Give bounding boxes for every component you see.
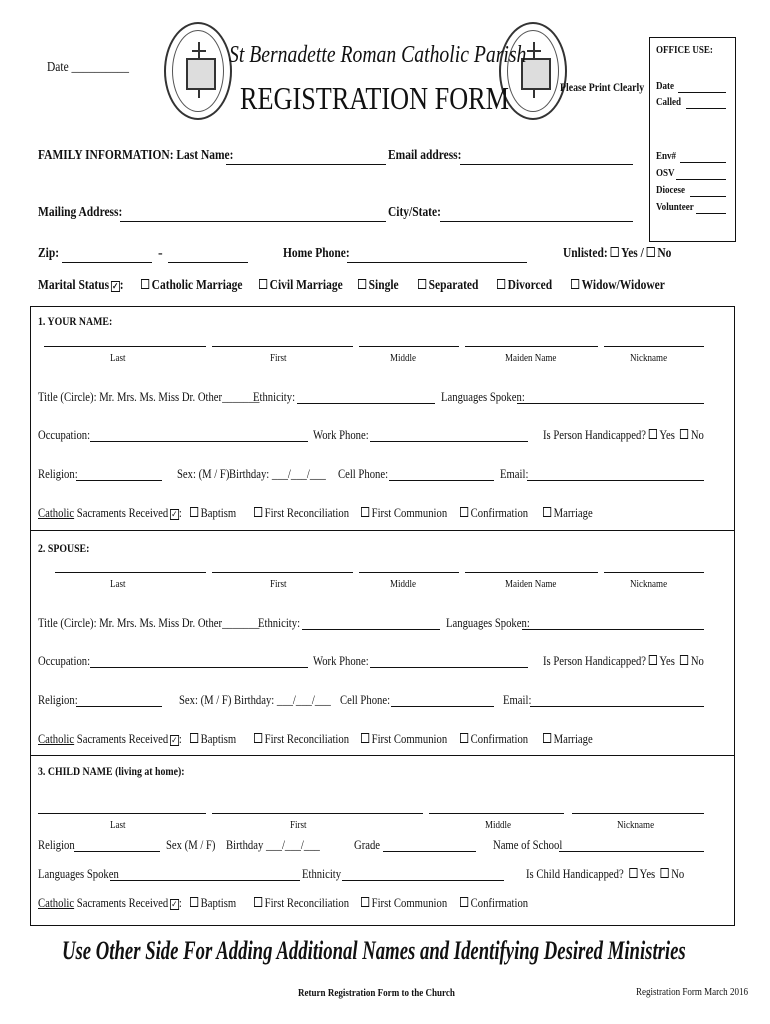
spouse-birthday-label: Birthday: ___/___/___ — [234, 692, 331, 707]
spouse-sac-marriage[interactable]: Marriage — [543, 731, 604, 747]
child-sac-baptism[interactable]: Baptism — [190, 895, 246, 911]
marital-widow-option[interactable]: Widow/Widower — [571, 278, 685, 294]
checkbox-icon[interactable] — [358, 279, 366, 289]
checkbox-icon[interactable] — [190, 507, 198, 517]
spouse-sac-communion[interactable]: First Communion — [361, 731, 466, 747]
mailing-address-label: Mailing Address: — [38, 205, 123, 220]
you-ethnicity-label: Ethnicity: — [253, 389, 296, 404]
spouse-occupation-label: Occupation: — [38, 653, 91, 668]
unlisted-yes-checkbox[interactable] — [611, 247, 619, 257]
you-sacraments-label: Catholic Sacraments Received ✓: — [38, 505, 182, 520]
spouse-languages-field[interactable] — [522, 629, 704, 630]
spouse-languages-label: Languages Spoken: — [446, 615, 530, 630]
child-first-caption: First — [290, 819, 307, 831]
child-nickname-caption: Nickname — [617, 819, 655, 831]
you-nickname-field[interactable] — [604, 346, 704, 347]
home-phone-label: Home Phone: — [283, 246, 350, 261]
marital-civil-option[interactable]: Civil Marriage — [259, 278, 361, 294]
section-spouse-title: 2. SPOUSE: — [38, 541, 90, 555]
form-title: REGISTRATION FORM — [240, 80, 509, 116]
you-work-phone-label: Work Phone: — [313, 427, 369, 442]
marital-catholic-option[interactable]: Catholic Marriage — [141, 278, 265, 294]
office-use-title: OFFICE USE: — [656, 44, 713, 56]
marital-status-label: Marital Status ✓: — [38, 278, 124, 293]
mailing-address-field[interactable] — [120, 221, 386, 222]
child-ethnicity-label: Ethnicity — [302, 866, 342, 881]
section-divider-1 — [30, 530, 735, 531]
child-middle-name-field[interactable] — [429, 813, 564, 814]
you-last-name-field[interactable] — [44, 346, 206, 347]
office-date-label: Date — [656, 80, 675, 92]
home-phone-field[interactable] — [347, 262, 527, 263]
spouse-maiden-caption: Maiden Name — [505, 578, 557, 590]
spouse-cell-phone-label: Cell Phone: — [340, 692, 391, 707]
you-sac-baptism[interactable]: Baptism — [190, 505, 246, 521]
you-religion-label: Religion: — [38, 466, 78, 481]
spouse-nickname-caption: Nickname — [630, 578, 668, 590]
spouse-first-name-field[interactable] — [212, 572, 353, 573]
spouse-work-phone-field[interactable] — [370, 667, 528, 668]
family-email-field[interactable] — [460, 164, 633, 165]
you-last-caption: Last — [110, 352, 126, 364]
spouse-last-name-field[interactable] — [55, 572, 206, 573]
check-icon: ✓ — [171, 735, 178, 745]
footer-banner: Use Other Side For Adding Additional Names and Identifying Desired Ministries — [62, 936, 686, 965]
checkbox-icon[interactable] — [259, 279, 267, 289]
checkbox-icon[interactable] — [254, 733, 262, 743]
child-last-name-field[interactable] — [38, 813, 206, 814]
you-email-label: Email: — [500, 466, 529, 481]
spouse-middle-name-field[interactable] — [359, 572, 459, 573]
child-birthday-label: Birthday ___/___/___ — [226, 837, 320, 852]
office-env-line[interactable] — [680, 162, 726, 163]
child-religion-field[interactable] — [74, 851, 160, 852]
you-nickname-caption: Nickname — [630, 352, 668, 364]
child-languages-label: Languages Spoken — [38, 866, 119, 881]
you-sac-marriage[interactable]: Marriage — [543, 505, 604, 521]
family-email-label: Email address: — [388, 148, 462, 163]
you-birthday-label: Birthday: ___/___/___ — [229, 466, 326, 481]
print-clearly-note: Please Print Clearly — [560, 80, 645, 94]
you-sac-confirmation[interactable]: Confirmation — [460, 505, 543, 521]
spouse-handicapped-group: Is Person Handicapped? Yes No — [543, 653, 704, 668]
checkbox-icon[interactable] — [190, 733, 198, 743]
office-osv-label: OSV — [656, 167, 675, 179]
checkbox-icon[interactable] — [543, 507, 551, 517]
you-sex-label: Sex: (M / F) — [177, 466, 230, 481]
you-maiden-caption: Maiden Name — [505, 352, 557, 364]
spouse-ethnicity-label: Ethnicity: — [258, 615, 301, 630]
you-maiden-name-field[interactable] — [465, 346, 598, 347]
you-first-name-field[interactable] — [212, 346, 353, 347]
spouse-work-phone-label: Work Phone: — [313, 653, 369, 668]
child-sac-reconciliation[interactable]: First Reconciliation — [254, 895, 370, 911]
spouse-sac-reconciliation[interactable]: First Reconciliation — [254, 731, 370, 747]
you-cell-phone-label: Cell Phone: — [338, 466, 389, 481]
you-cell-phone-field[interactable] — [389, 480, 494, 481]
you-handicapped-group: Is Person Handicapped? Yes No — [543, 427, 704, 442]
office-use-box — [649, 37, 736, 242]
spouse-email-field[interactable] — [530, 706, 704, 707]
spouse-first-caption: First — [270, 578, 287, 590]
you-work-phone-field[interactable] — [370, 441, 528, 442]
check-icon: ✓ — [171, 509, 178, 519]
you-handicapped-yes-checkbox[interactable] — [649, 429, 657, 439]
zip-label: Zip: — [38, 246, 60, 261]
you-first-caption: First — [270, 352, 287, 364]
you-middle-caption: Middle — [390, 352, 417, 364]
office-volunteer-line[interactable] — [696, 213, 726, 214]
family-last-name-label: FAMILY INFORMATION: Last Name: — [38, 148, 234, 163]
city-state-label: City/State: — [388, 205, 441, 220]
office-env-label: Env# — [656, 150, 677, 162]
family-last-name-field[interactable] — [226, 164, 386, 165]
checkbox-icon[interactable] — [543, 733, 551, 743]
you-sac-reconciliation[interactable]: First Reconciliation — [254, 505, 370, 521]
you-email-field[interactable] — [527, 480, 704, 481]
child-grade-label: Grade — [354, 837, 381, 852]
office-date-line[interactable] — [678, 92, 726, 93]
office-osv-line[interactable] — [676, 179, 726, 180]
checkbox-icon[interactable] — [460, 733, 468, 743]
child-first-name-field[interactable] — [212, 813, 423, 814]
section-child-title: 3. CHILD NAME (living at home): — [38, 764, 185, 778]
spouse-religion-field[interactable] — [76, 706, 162, 707]
spouse-sac-baptism[interactable]: Baptism — [190, 731, 246, 747]
child-handicapped-yes-checkbox[interactable] — [629, 868, 637, 878]
spouse-maiden-name-field[interactable] — [465, 572, 598, 573]
marital-single-option[interactable]: Single — [358, 278, 408, 294]
checkbox-icon[interactable] — [460, 507, 468, 517]
office-called-label: Called — [656, 96, 682, 108]
spouse-sac-confirmation[interactable]: Confirmation — [460, 731, 543, 747]
you-sac-communion[interactable]: First Communion — [361, 505, 466, 521]
parish-name: St Bernadette Roman Catholic Parish — [229, 42, 527, 68]
office-diocese-line[interactable] — [690, 196, 726, 197]
parish-seal-left — [164, 22, 232, 120]
section-divider-2 — [30, 755, 735, 756]
zip-field[interactable] — [62, 262, 152, 263]
spouse-email-label: Email: — [503, 692, 532, 707]
child-handicapped-group: Is Child Handicapped? Yes No — [526, 866, 685, 881]
unlisted-group: Unlisted: Yes / No — [563, 246, 672, 261]
office-diocese-label: Diocese — [656, 184, 686, 196]
child-languages-field[interactable] — [110, 880, 300, 881]
spouse-title-label: Title (Circle): Mr. Mrs. Ms. Miss Dr. Other_______ — [38, 615, 260, 630]
checkbox-icon[interactable] — [141, 279, 149, 289]
zip-dash: - — [158, 246, 163, 261]
child-sex-label: Sex (M / F) — [166, 837, 216, 852]
checkbox-icon[interactable] — [190, 897, 198, 907]
date-label: Date __________ — [47, 60, 129, 75]
checkbox-icon[interactable] — [254, 897, 262, 907]
spouse-handicapped-no-checkbox[interactable] — [680, 655, 688, 665]
you-occupation-label: Occupation: — [38, 427, 91, 442]
checkbox-icon[interactable] — [571, 279, 579, 289]
child-school-label: Name of School — [493, 837, 563, 852]
you-occupation-field[interactable] — [90, 441, 308, 442]
you-title-label: Title (Circle): Mr. Mrs. Ms. Miss Dr. Other_______ — [38, 389, 260, 404]
checkbox-icon[interactable] — [497, 279, 505, 289]
you-languages-field[interactable] — [517, 403, 704, 404]
checkbox-icon[interactable] — [418, 279, 426, 289]
zip-ext-field[interactable] — [168, 262, 248, 263]
spouse-handicapped-yes-checkbox[interactable] — [649, 655, 657, 665]
footer-version: Registration Form March 2016 — [636, 986, 748, 998]
spouse-religion-label: Religion: — [38, 692, 78, 707]
marital-separated-option[interactable]: Separated — [418, 278, 492, 294]
marital-divorced-option[interactable]: Divorced — [497, 278, 564, 294]
child-sac-confirmation[interactable]: Confirmation — [460, 895, 543, 911]
spouse-ethnicity-field[interactable] — [302, 629, 440, 630]
child-middle-caption: Middle — [485, 819, 512, 831]
checkbox-icon[interactable] — [361, 733, 369, 743]
office-volunteer-label: Volunteer — [656, 201, 694, 213]
child-handicapped-no-checkbox[interactable] — [661, 868, 669, 878]
child-nickname-field[interactable] — [572, 813, 704, 814]
spouse-nickname-field[interactable] — [604, 572, 704, 573]
you-ethnicity-field[interactable] — [297, 403, 435, 404]
city-state-field[interactable] — [440, 221, 633, 222]
child-grade-field[interactable] — [383, 851, 476, 852]
footer-return-note: Return Registration Form to the Church — [298, 987, 455, 999]
checkbox-icon[interactable] — [361, 507, 369, 517]
check-icon: ✓ — [112, 281, 119, 291]
check-icon: ✓ — [171, 899, 178, 909]
spouse-sex-label: Sex: (M / F) — [179, 692, 232, 707]
office-called-line[interactable] — [686, 108, 726, 109]
unlisted-no-checkbox[interactable] — [647, 247, 655, 257]
child-sac-communion[interactable]: First Communion — [361, 895, 466, 911]
spouse-last-caption: Last — [110, 578, 126, 590]
you-religion-field[interactable] — [76, 480, 162, 481]
checkbox-icon[interactable] — [254, 507, 262, 517]
you-middle-name-field[interactable] — [359, 346, 459, 347]
you-languages-label: Languages Spoken: — [441, 389, 525, 404]
child-school-field[interactable] — [559, 851, 704, 852]
child-religion-label: Religion — [38, 837, 75, 852]
child-sacraments-label: Catholic Sacraments Received ✓: — [38, 895, 182, 910]
spouse-occupation-field[interactable] — [90, 667, 308, 668]
checkbox-icon[interactable] — [361, 897, 369, 907]
spouse-cell-phone-field[interactable] — [391, 706, 494, 707]
checkbox-icon[interactable] — [460, 897, 468, 907]
spouse-middle-caption: Middle — [390, 578, 417, 590]
child-ethnicity-field[interactable] — [342, 880, 504, 881]
child-last-caption: Last — [110, 819, 126, 831]
spouse-sacraments-label: Catholic Sacraments Received ✓: — [38, 731, 182, 746]
you-handicapped-no-checkbox[interactable] — [680, 429, 688, 439]
section-your-name-title: 1. YOUR NAME: — [38, 314, 113, 328]
